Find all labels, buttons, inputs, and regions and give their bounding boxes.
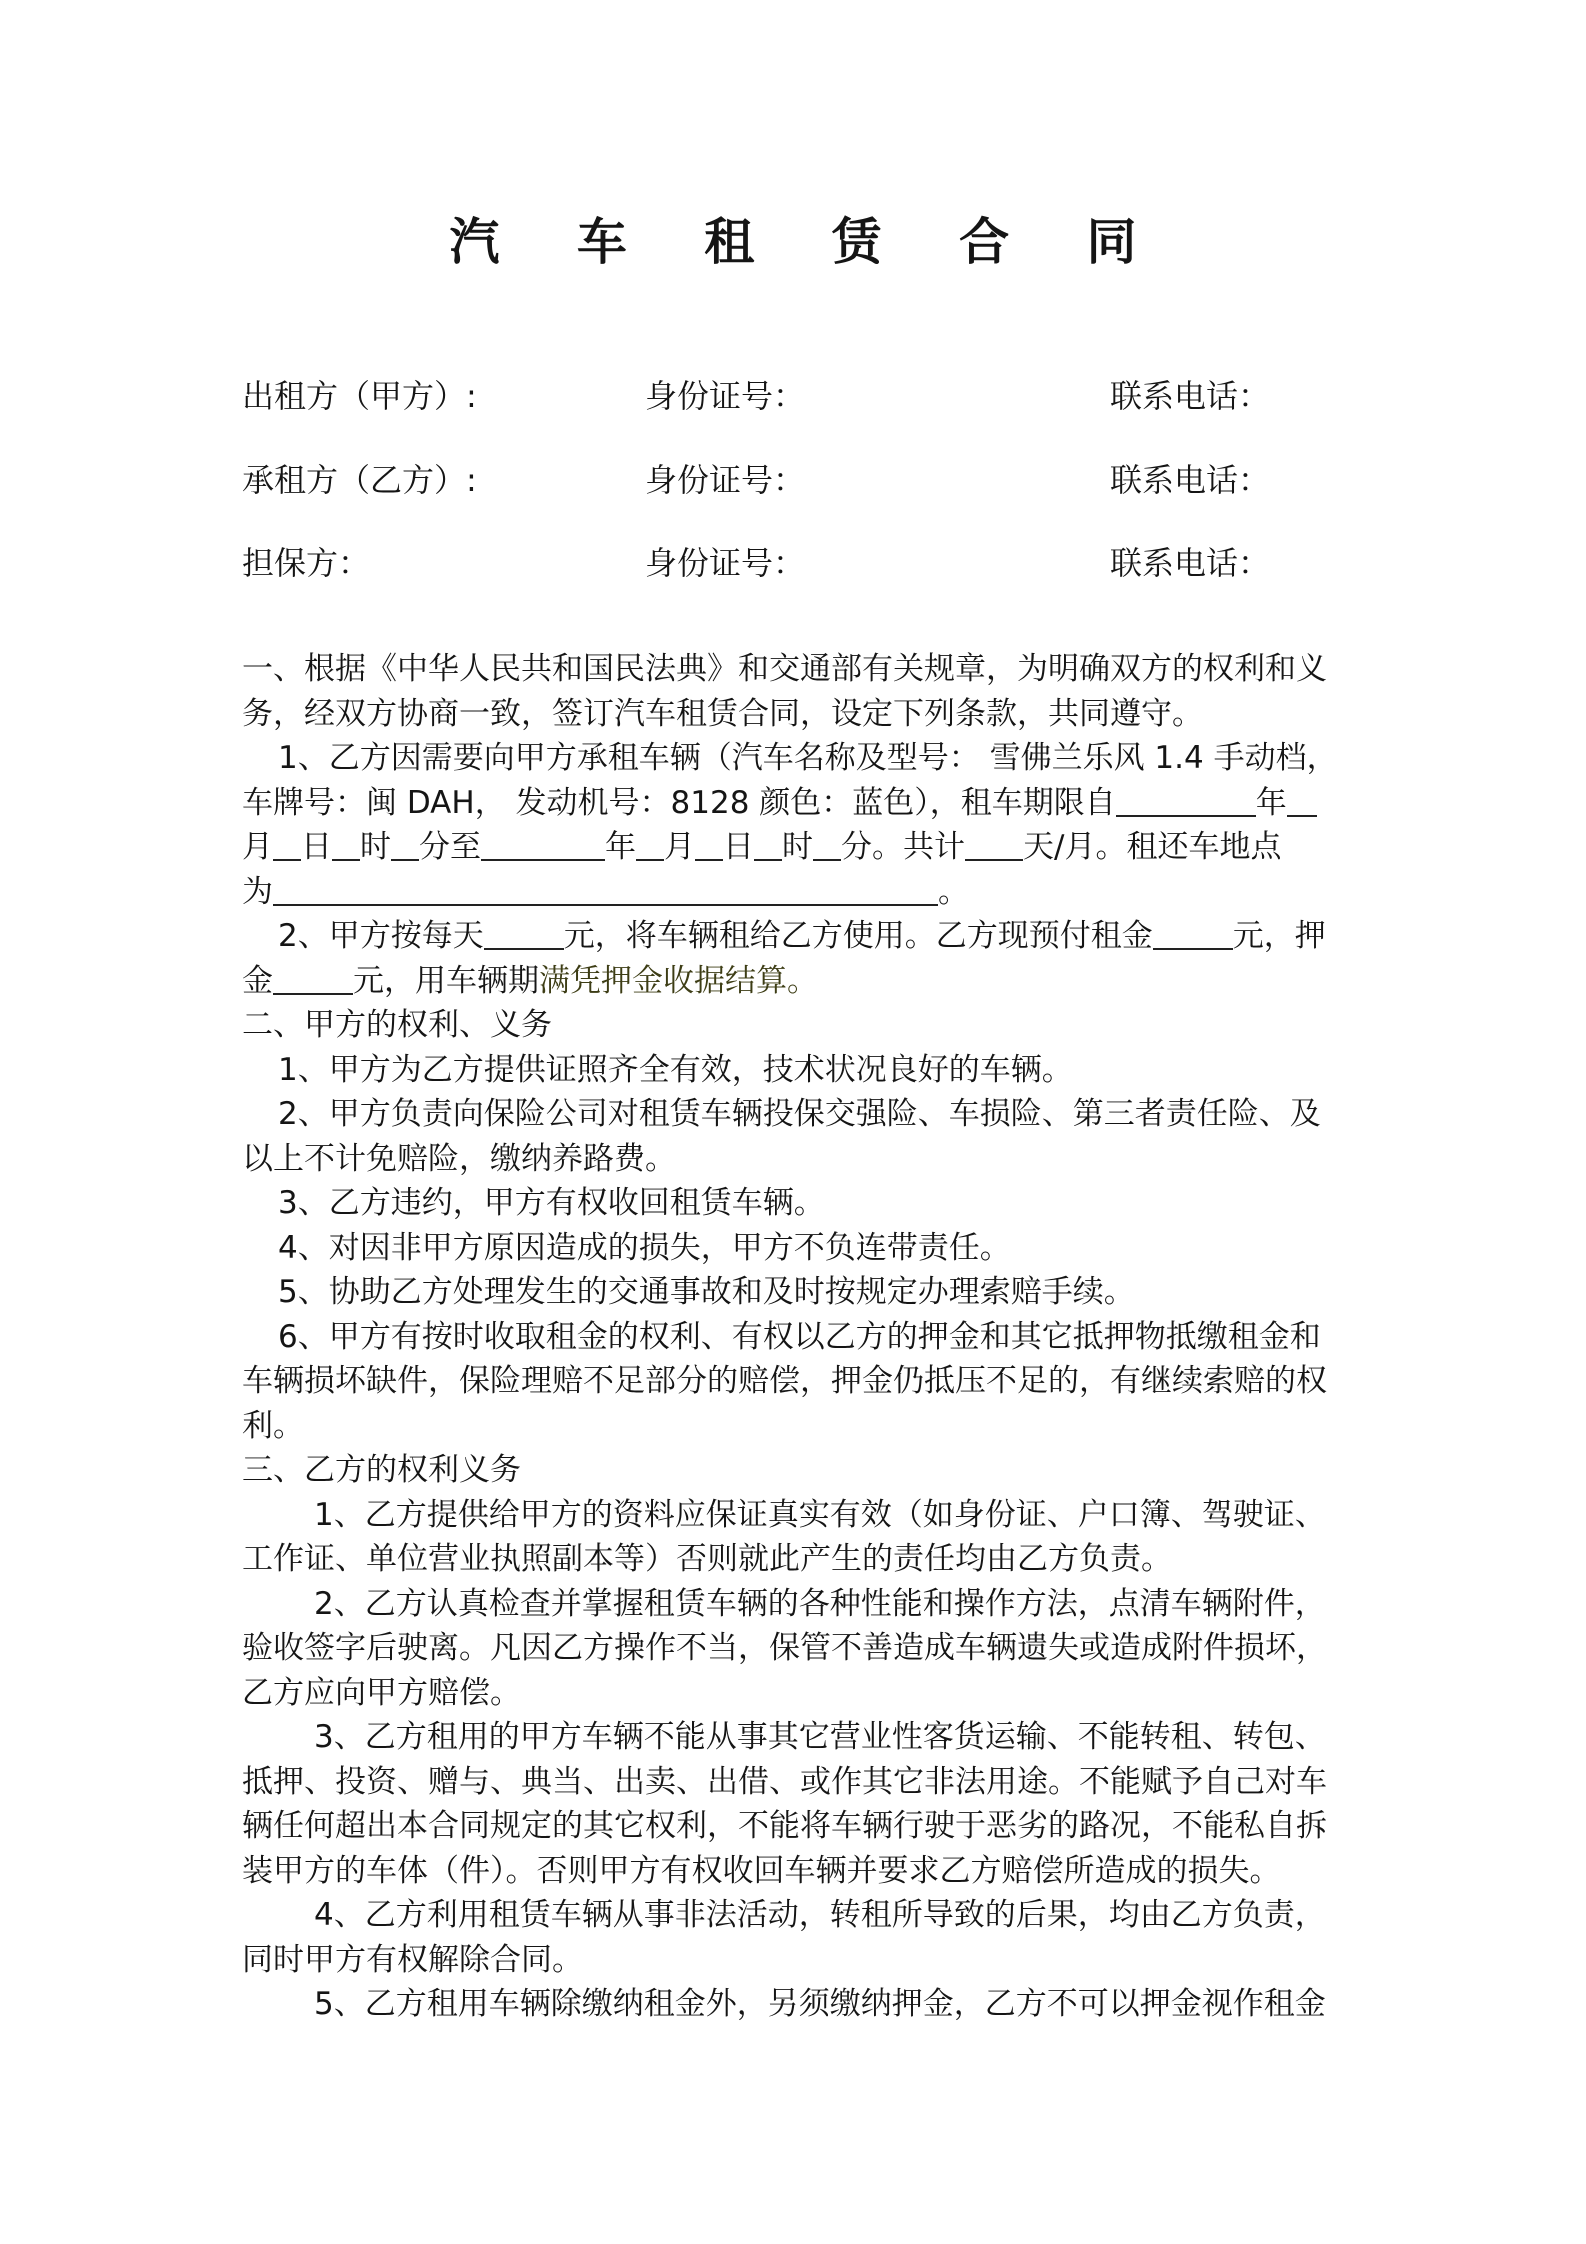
clause-text: 元，用车辆期 <box>353 962 539 999</box>
clause-text: 车牌号：闽 DAH， 发动机号：8128 颜色：蓝色），租车期限自 <box>242 784 1116 821</box>
clause-2-3: 3、乙方违约，甲方有权收回租赁车辆。 <box>278 1185 825 1221</box>
guarantor-label: 担保方： <box>242 544 371 582</box>
clause-1-1-line <box>242 870 1352 915</box>
clause-text: 金 <box>242 962 273 999</box>
clause-3-1-line: 工作证、单位营业执照副本等）否则就此产生的责任均由乙方负责。 <box>242 1541 1172 1577</box>
clause-3-3-line: 抵押、投资、赠与、典当、出卖、出借、或作其它非法用途。不能赋予自己对车 <box>242 1763 1327 1800</box>
contract-body <box>242 647 1352 2027</box>
clause-2-6-line: 利。 <box>242 1407 304 1444</box>
clause-text: 日 <box>301 829 332 865</box>
clause-2-4: 4、对因非甲方原因造成的损失，甲方不负连带责任。 <box>278 1229 1011 1266</box>
clause-3-4-line: 同时甲方有权解除合同。 <box>242 1941 583 1978</box>
clause-text: 分。共计 <box>841 829 965 865</box>
blank-end-month <box>636 829 664 861</box>
clause-text: 分至 <box>419 829 481 865</box>
clause-text: 年 <box>605 829 636 865</box>
clause-2-6-line: 车辆损坏缺件，保险理赔不足部分的赔偿，押金仍抵压不足的，有继续索赔的权 <box>242 1363 1327 1399</box>
clause-2-6-line: 6、甲方有按时收取租金的权利、有权以乙方的押金和其它抵押物抵缴租金和 <box>278 1318 1321 1355</box>
clause-3-2-line: 验收签字后驶离。凡因乙方操作不当，保管不善造成车辆遗失或造成附件损坏， <box>242 1630 1327 1666</box>
blank-prepaid-rent <box>1153 918 1233 950</box>
section-2-heading: 二、甲方的权利、义务 <box>242 1007 552 1043</box>
clause-2-1: 1、甲方为乙方提供证照齐全有效，技术状况良好的车辆。 <box>278 1051 1073 1088</box>
lessee-label: 承租方（乙方）: <box>242 461 477 499</box>
party-row-lessee <box>0 458 1586 502</box>
section-1-heading-line: 一、根据《中华人民共和国民法典》和交通部有关规章，为明确双方的权利和义 <box>242 651 1327 687</box>
clause-text: 年 <box>1255 784 1287 821</box>
blank-end-minute <box>813 829 841 861</box>
lessor-id-label: 身份证号： <box>645 377 806 415</box>
clause-text: 为 <box>242 873 273 910</box>
clause-3-3-line: 辆任何超出本合同规定的其它权利，不能将车辆行驶于恶劣的路况，不能私自拆 <box>242 1808 1327 1844</box>
clause-3-2-line: 2、乙方认真检查并掌握租赁车辆的各种性能和操作方法，点清车辆附件， <box>314 1585 1326 1622</box>
lessor-label: 出租方（甲方）: <box>242 377 477 415</box>
section-1-line: 务，经双方协商一致，签订汽车租赁合同，设定下列条款，共同遵守。 <box>242 695 1203 732</box>
clause-3-5-line: 5、乙方租用车辆除缴纳租金外，另须缴纳押金，乙方不可以押金视作租金 <box>314 1986 1326 2022</box>
guarantor-phone-label: 联系电话： <box>1110 544 1271 582</box>
clause-2-5: 5、协助乙方处理发生的交通事故和及时按规定办理索赔手续。 <box>278 1274 1135 1310</box>
blank-start-year <box>1116 785 1256 817</box>
clause-text: 。 <box>938 873 969 910</box>
party-row-lessor <box>0 374 1586 418</box>
blank-start-minute <box>391 829 419 861</box>
lessor-phone-label: 联系电话： <box>1110 377 1271 415</box>
clause-text: 2、甲方按每天 <box>278 918 484 954</box>
blank-start-hour <box>332 829 360 861</box>
blank-end-hour <box>754 829 782 861</box>
party-row-guarantor <box>0 541 1586 585</box>
clause-text: 月 <box>664 829 695 865</box>
clause-3-3-line: 3、乙方租用的甲方车辆不能从事其它营业性客货运输、不能转租、转包、 <box>314 1719 1326 1755</box>
clause-text: 元，将车辆租给乙方使用。乙方现预付租金 <box>563 918 1153 954</box>
blank-start-day <box>273 829 301 861</box>
lessee-id-label: 身份证号： <box>645 461 806 499</box>
blank-start-month <box>1287 785 1317 817</box>
blank-deposit <box>273 963 353 995</box>
clause-1-1-line <box>242 781 1352 826</box>
clause-text: 满凭押金收据结算。 <box>539 962 818 999</box>
guarantor-id-label: 身份证号： <box>645 544 806 582</box>
clause-3-1-line: 1、乙方提供给甲方的资料应保证真实有效（如身份证、户口簿、驾驶证、 <box>314 1496 1326 1533</box>
clause-text: 月 <box>242 829 273 865</box>
clause-text: 时 <box>782 829 813 865</box>
page-title: 汽 车 租 赁 合 同 <box>449 213 1167 271</box>
clause-2-2-line: 2、甲方负责向保险公司对租赁车辆投保交强险、车损险、第三者责任险、及 <box>278 1096 1321 1132</box>
blank-end-day <box>695 829 723 861</box>
clause-1-1-line: 1、乙方因需要向甲方承租车辆（汽车名称及型号： 雪佛兰乐风 1.4 手动档， <box>278 740 1338 776</box>
clause-3-2-line: 乙方应向甲方赔偿。 <box>242 1674 521 1711</box>
clause-text: 天/月。租还车地点 <box>1023 829 1282 865</box>
clause-text: 日 <box>723 829 754 865</box>
clause-text: 时 <box>360 829 391 865</box>
section-3-heading: 三、乙方的权利义务 <box>242 1452 521 1488</box>
blank-daily-rate <box>484 918 564 950</box>
clause-2-2-line: 以上不计免赔险，缴纳养路费。 <box>242 1140 676 1177</box>
clause-3-3-line: 装甲方的车体（件）。否则甲方有权收回车辆并要求乙方赔偿所造成的损失。 <box>242 1852 1281 1889</box>
clause-1-2-line <box>242 959 1352 1004</box>
clause-text: 元，押 <box>1232 918 1326 954</box>
blank-pickup-location <box>273 874 938 906</box>
blank-end-year <box>481 829 605 861</box>
blank-total-days <box>965 829 1023 861</box>
clause-1-2-line <box>242 914 1352 959</box>
clause-1-1-line <box>242 825 1352 870</box>
lessee-phone-label: 联系电话： <box>1110 461 1271 499</box>
clause-3-4-line: 4、乙方利用租赁车辆从事非法活动，转租所导致的后果，均由乙方负责， <box>314 1897 1326 1933</box>
